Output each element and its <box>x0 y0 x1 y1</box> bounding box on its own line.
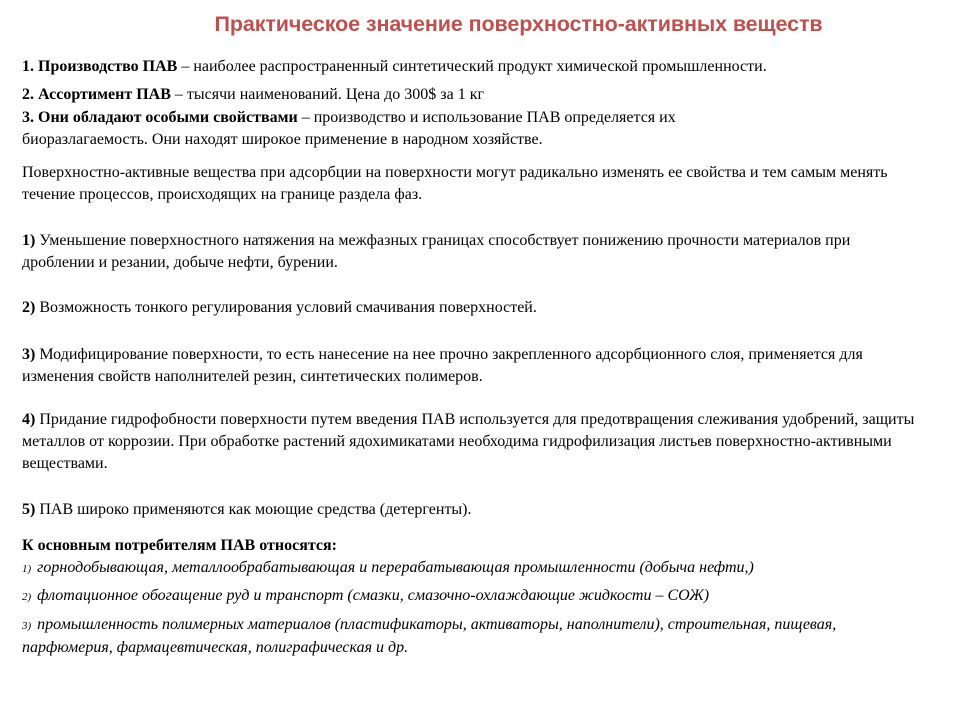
consumer-item-1-text: горнодобывающая, металлообрабатывающая и перерабатывающая промышленности (добыча нефти,) <box>37 559 754 576</box>
point-5 <box>22 499 942 521</box>
consumer-item-3 <box>22 614 902 659</box>
point-4-number: 4) <box>22 411 36 428</box>
consumer-item-3-number: 3) <box>22 620 32 632</box>
consumer-item-2 <box>22 585 942 608</box>
point-1 <box>22 230 872 274</box>
point-3 <box>22 344 882 388</box>
consumer-item-3-text: промышленность полимерных материалов (пластификаторы, активаторы, наполнители), строительная, пищевая, парфюмерия, фармацевтическая, полиграфическая и др. <box>22 616 837 656</box>
intro-item-3 <box>22 107 782 151</box>
intro-item-2-title: Ассортимент ПАВ <box>38 86 171 103</box>
intro-item-1 <box>22 56 942 78</box>
point-2 <box>22 297 942 319</box>
point-5-number: 5) <box>22 501 36 518</box>
point-1-number: 1) <box>22 232 36 249</box>
consumer-item-1-number: 1) <box>22 563 32 575</box>
intro-item-3-sep: – <box>297 109 314 126</box>
point-5-text: ПАВ широко применяются как моющие средства (детергенты). <box>39 501 472 518</box>
point-2-number: 2) <box>22 299 36 316</box>
intro-item-1-sep: – <box>177 58 194 75</box>
intro-item-3-text: производство и использование ПАВ определяется их биоразлагаемость. Они находят широкое применение в народном хозяйстве. <box>22 109 676 148</box>
intro-item-2-text: тысячи наименований. Цена до 300$ за 1 кг <box>186 86 485 103</box>
intro-item-2-number: 2. <box>22 86 34 103</box>
intro-item-3-number: 3. <box>22 109 34 126</box>
point-1-text: Уменьшение поверхностного натяжения на межфазных границах способствует понижению прочности материалов при дроблении и резании, добыче нефти, бурении. <box>22 232 851 271</box>
intro-item-2-sep: – <box>170 86 187 103</box>
point-4 <box>22 409 942 475</box>
intro-paragraph: Поверхностно-активные вещества при адсорбции на поверхности могут радикально изменять ее свойства и тем самым менять течение процессов, происходящих на границе раздела фаз. <box>22 164 888 203</box>
intro-item-2 <box>22 84 942 106</box>
slide-title: Практическое значение поверхностно-активных веществ <box>214 12 823 36</box>
point-3-text: Модифицирование поверхности, то есть нанесение на нее прочно закрепленного адсорбционного слоя, применяется для изменения свойств наполнителей резин, синтетических полимеров. <box>22 346 863 385</box>
consumers-heading: К основным потребителям ПАВ относятся: <box>22 537 337 554</box>
point-2-text: Возможность тонкого регулирования условий смачивания поверхностей. <box>39 299 537 316</box>
intro-item-1-number: 1. <box>22 58 34 75</box>
point-4-text: Придание гидрофобности поверхности путем введения ПАВ используется для предотвращения слеживания удобрений, защиты металлов от коррозии. При обработке растений ядохимикатами необходима гидрофилизация листьев поверхностно-активными веществами. <box>22 411 915 472</box>
consumer-item-2-number: 2) <box>22 591 32 603</box>
intro-item-1-text: наиболее распространенный синтетический продукт химической промышленности. <box>193 58 767 75</box>
intro-item-1-title: Производство ПАВ <box>38 58 178 75</box>
consumer-item-1 <box>22 557 942 580</box>
intro-item-3-title: Они обладают особыми свойствами <box>38 109 298 126</box>
consumer-item-2-text: флотационное обогащение руд и транспорт (смазки, смазочно-охлаждающие жидкости – СОЖ) <box>37 587 710 604</box>
point-3-number: 3) <box>22 346 36 363</box>
